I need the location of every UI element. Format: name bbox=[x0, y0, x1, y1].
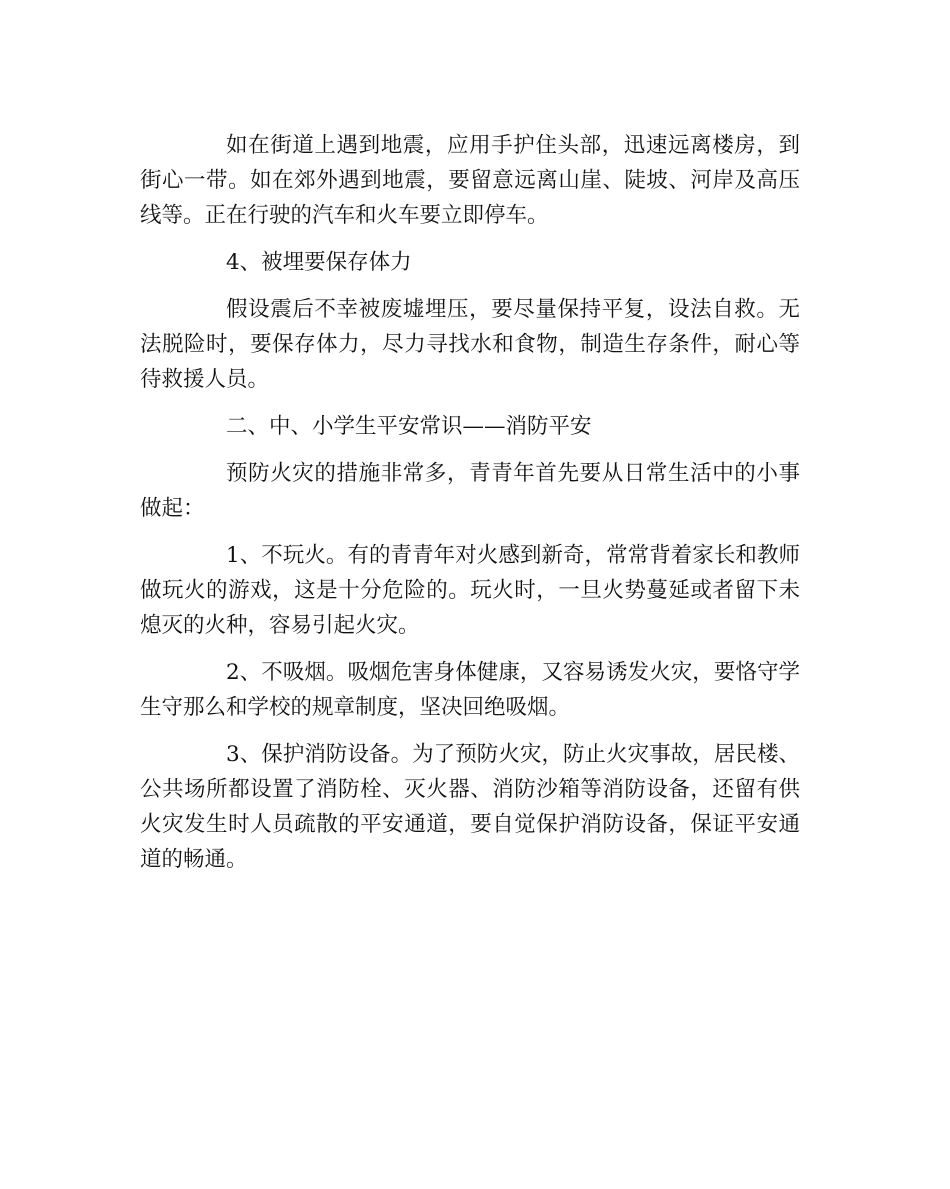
paragraph-no-playing-with-fire: 1、不玩火。有的青青年对火感到新奇，常常背着家长和教师做玩火的游戏，这是十分危险的。玩火时，一旦火势蔓延或者留下未熄灭的火种，容易引起火灾。 bbox=[140, 543, 800, 638]
paragraph-fire-prevention-intro: 预防火灾的措施非常多，青青年首先要从日常生活中的小事做起： bbox=[140, 461, 800, 521]
heading-fire-safety: 二、中、小学生平安常识——消防平安 bbox=[226, 414, 592, 439]
paragraph-no-smoking: 2、不吸烟。吸烟危害身体健康，又容易诱发火灾，要恪守学生守那么和学校的规章制度，坚决回绝吸烟。 bbox=[140, 660, 800, 720]
paragraph-protect-fire-equipment: 3、保护消防设备。为了预防火灾，防止火灾事故，居民楼、公共场所都设置了消防栓、灭火器、消防沙箱等消防设备，还留有供火灾发生时人员疏散的平安通道，要自觉保护消防设备，保证平安通道的畅通。 bbox=[140, 742, 800, 872]
paragraph-buried-self-rescue: 假设震后不幸被废墟埋压，要尽量保持平复，设法自救。无法脱险时，要保存体力，尽力寻找水和食物，制造生存条件，耐心等待救援人员。 bbox=[140, 297, 800, 392]
document-body bbox=[140, 128, 800, 889]
heading-buried-conserve-strength: 4、被埋要保存体力 bbox=[226, 250, 412, 275]
paragraph-street-earthquake: 如在街道上遇到地震，应用手护住头部，迅速远离楼房，到街心一带。如在郊外遇到地震，要留意远离山崖、陡坡、河岸及高压线等。正在行驶的汽车和火车要立即停车。 bbox=[140, 133, 800, 228]
